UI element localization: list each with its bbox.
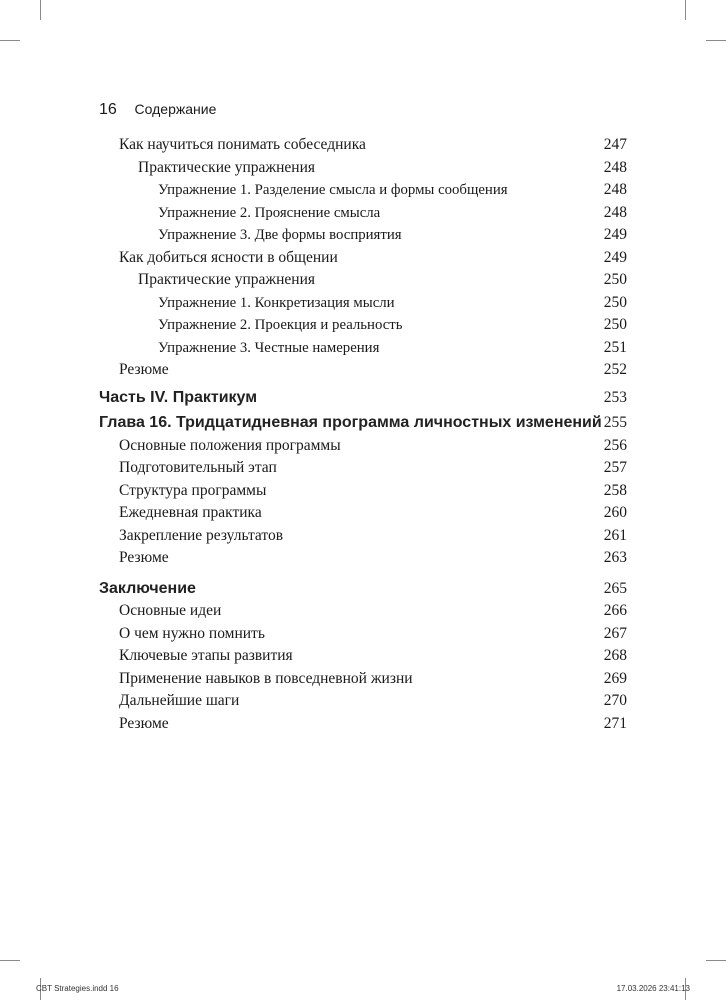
print-slug: [0, 984, 726, 996]
toc-title: Упражнение 1. Разделение смысла и формы сообщения: [158, 182, 508, 198]
toc-page-number: 251: [603, 338, 627, 356]
toc-title: Упражнение 2. Прояснение смысла: [158, 204, 381, 221]
toc-page-number: 248: [603, 181, 627, 198]
toc-entry: [99, 502, 627, 525]
toc-entry: [99, 292, 627, 315]
toc-entry: [99, 457, 627, 480]
page-number: 16: [99, 101, 117, 118]
toc-heading: [99, 387, 627, 410]
toc-title: Основные идеи: [119, 602, 222, 619]
toc-title: Ключевые этапы развития: [119, 647, 293, 664]
toc-page-number: 248: [603, 203, 627, 221]
toc-title: Дальнейшие шаги: [119, 692, 240, 709]
toc-entry: [99, 480, 627, 503]
toc-page-number: 256: [603, 436, 627, 454]
toc-page-number: 266: [603, 602, 627, 619]
toc-page-number: 268: [603, 647, 627, 664]
toc-title: Применение навыков в повседневной жизни: [119, 669, 413, 687]
toc-title: О чем нужно помнить: [119, 624, 265, 642]
running-header: [99, 101, 216, 119]
toc-entry: [99, 600, 627, 623]
toc-entry: [99, 157, 627, 180]
toc-entry: [99, 547, 627, 570]
toc-title: Резюме: [119, 549, 169, 566]
section-title: Содержание: [134, 101, 217, 117]
toc-page-number: 249: [603, 248, 627, 266]
crop-mark: [685, 0, 686, 20]
crop-mark: [706, 960, 726, 961]
crop-mark: [0, 960, 20, 961]
toc-entry: [99, 134, 627, 157]
toc-page-number: 270: [603, 692, 627, 709]
toc-title: Как научиться понимать собеседника: [119, 136, 366, 153]
toc-page-number: 255: [603, 414, 627, 431]
toc-page-number: 248: [603, 158, 627, 176]
toc-title: Практические упражнения: [138, 271, 316, 288]
toc-page-number: 257: [603, 459, 627, 476]
toc-entry: [99, 690, 627, 713]
toc-title: Ежедневная практика: [119, 504, 262, 521]
toc-page-number: 247: [603, 136, 627, 153]
toc-title: Упражнение 2. Проекция и реальность: [158, 317, 403, 333]
toc-entry: [99, 224, 627, 247]
toc-title: Упражнение 3. Честные намерения: [158, 339, 380, 356]
toc-title: Основные положения программы: [119, 436, 341, 454]
toc-heading: [99, 412, 627, 435]
toc-entry: [99, 645, 627, 668]
toc-title: Как добиться ясности в общении: [119, 248, 338, 266]
table-of-contents: [99, 134, 627, 735]
toc-title: Заключение: [99, 579, 196, 597]
slug-file: CBT Strategies.indd 16: [36, 984, 119, 993]
toc-title: Упражнение 1. Конкретизация мысли: [158, 294, 395, 311]
toc-page-number: 250: [603, 316, 627, 333]
toc-title: Структура программы: [119, 481, 267, 499]
toc-page-number: 267: [603, 624, 627, 642]
toc-entry: [99, 525, 627, 548]
crop-mark: [0, 40, 20, 41]
toc-entry: [99, 247, 627, 270]
toc-page-number: 269: [603, 669, 627, 687]
toc-entry: [99, 269, 627, 292]
toc-page-number: 263: [603, 549, 627, 566]
toc-entry: [99, 623, 627, 646]
toc-page-number: 258: [603, 481, 627, 499]
toc-entry: [99, 179, 627, 202]
toc-page-number: 250: [603, 293, 627, 311]
toc-title: Практические упражнения: [138, 158, 316, 176]
toc-page-number: 261: [603, 526, 627, 544]
toc-entry: [99, 668, 627, 691]
toc-entry: [99, 359, 627, 382]
toc-title: Глава 16. Тридцатидневная программа личностных изменений: [99, 414, 602, 431]
toc-page-number: 250: [603, 271, 627, 288]
toc-entry: [99, 202, 627, 225]
toc-page-number: 271: [603, 714, 627, 732]
toc-entry: [99, 713, 627, 736]
toc-heading: [99, 578, 627, 601]
toc-page-number: 252: [603, 361, 627, 378]
toc-page-number: 260: [603, 504, 627, 521]
crop-mark: [706, 40, 726, 41]
slug-timestamp: 17.03.2026 23:41:13: [616, 984, 690, 993]
toc-title: Упражнение 3. Две формы восприятия: [158, 227, 402, 243]
toc-page-number: 265: [603, 579, 627, 597]
toc-entry: [99, 435, 627, 458]
toc-page-number: 253: [603, 388, 627, 406]
toc-title: Резюме: [119, 714, 169, 732]
toc-entry: [99, 314, 627, 337]
toc-page-number: 249: [603, 226, 627, 243]
crop-mark: [40, 0, 41, 20]
toc-entry: [99, 337, 627, 360]
toc-title: Подготовительный этап: [119, 459, 277, 476]
toc-title: Часть IV. Практикум: [99, 388, 258, 406]
toc-title: Резюме: [119, 361, 169, 378]
toc-title: Закрепление результатов: [119, 526, 284, 544]
